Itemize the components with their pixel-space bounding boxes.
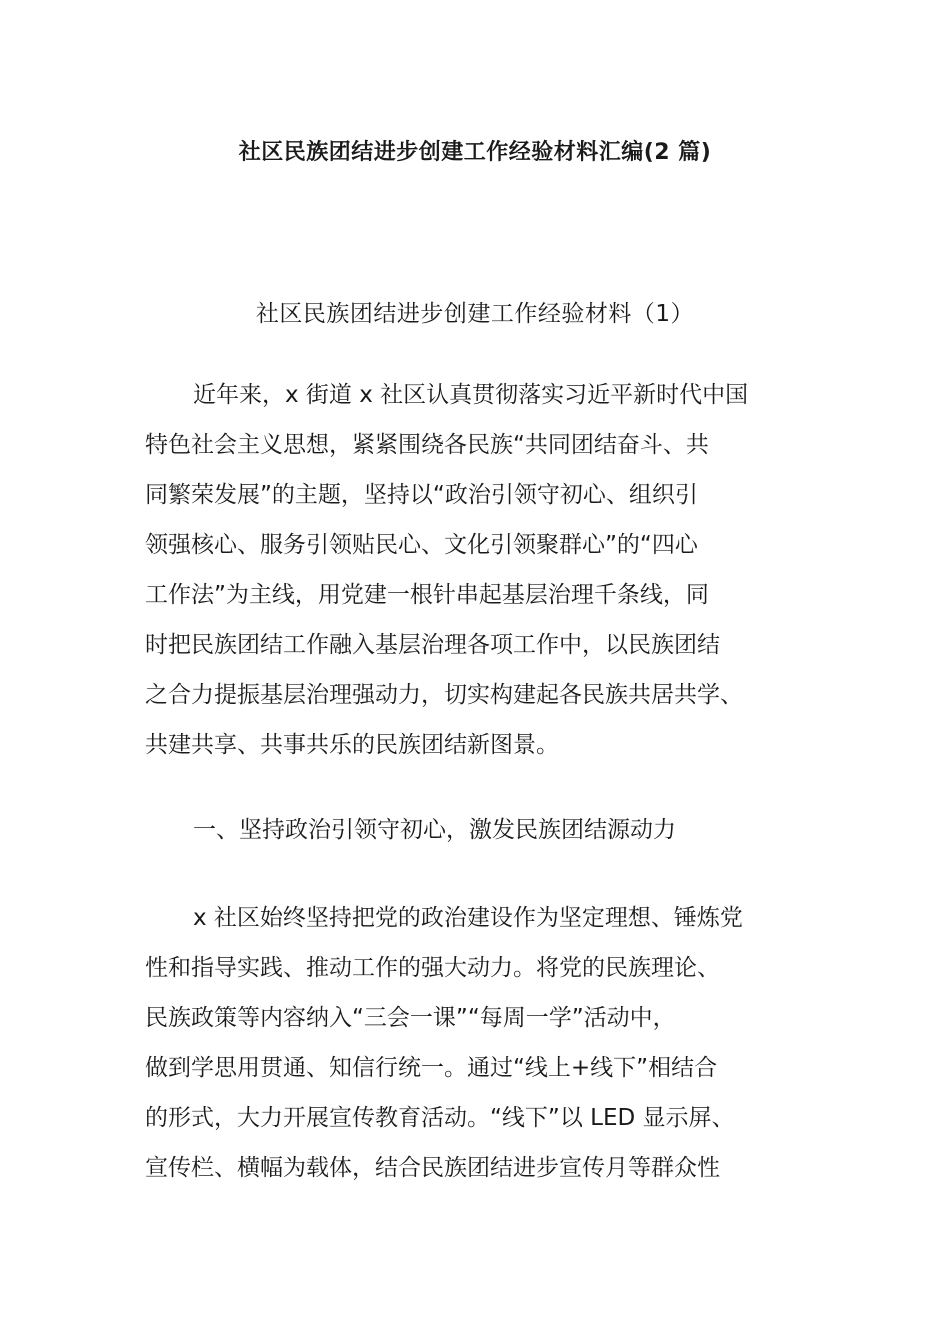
document-title: 社区民族团结进步创建工作经验材料汇编(2 篇) — [238, 140, 712, 165]
paragraph-line: 时把民族团结工作融入基层治理各项工作中，以民族团结 — [145, 632, 720, 658]
paragraph-line: 共建共享、共事共乐的民族团结新图景。 — [145, 732, 559, 758]
paragraph-line: 宣传栏、横幅为载体，结合民族团结进步宣传月等群众性 — [145, 1155, 720, 1181]
paragraph-line: 做到学思用贯通、知信行统一。通过“线上+线下”相结合 — [145, 1055, 718, 1081]
paragraph-2 — [145, 893, 810, 1193]
paragraph-line: 的形式，大力开展宣传教育活动。“线下”以 LED 显示屏、 — [145, 1105, 735, 1131]
paragraph-line: x 社区始终坚持把党的政治建设作为坚定理想、锤炼党 — [193, 905, 743, 931]
paragraph-line: 近年来，x 街道 x 社区认真贯彻落实习近平新时代中国 — [193, 382, 749, 408]
paragraph-line: 性和指导实践、推动工作的强大动力。将党的民族理论、 — [145, 955, 720, 981]
heading-text: 一、坚持政治引领守初心，激发民族团结源动力 — [193, 817, 676, 843]
paragraph-line: 工作法”为主线，用党建一根针串起基层治理千条线，同 — [145, 582, 709, 608]
paragraph-line: 之合力提振基层治理强动力，切实构建起各民族共居共学、 — [145, 682, 743, 708]
paragraph-line: 领强核心、服务引领贴民心、文化引领聚群心”的“四心 — [145, 532, 698, 558]
paragraph-1 — [145, 370, 810, 770]
paragraph-line: 民族政策等内容纳入“三会一课”“每周一学”活动中， — [145, 1005, 676, 1031]
paragraph-line: 特色社会主义思想，紧紧围绕各民族“共同团结奋斗、共 — [145, 432, 709, 458]
paragraph-line: 同繁荣发展”的主题，坚持以“政治引领守初心、组织引 — [145, 482, 698, 508]
heading-1 — [145, 805, 810, 855]
section-title: 社区民族团结进步创建工作经验材料（1） — [255, 301, 695, 327]
